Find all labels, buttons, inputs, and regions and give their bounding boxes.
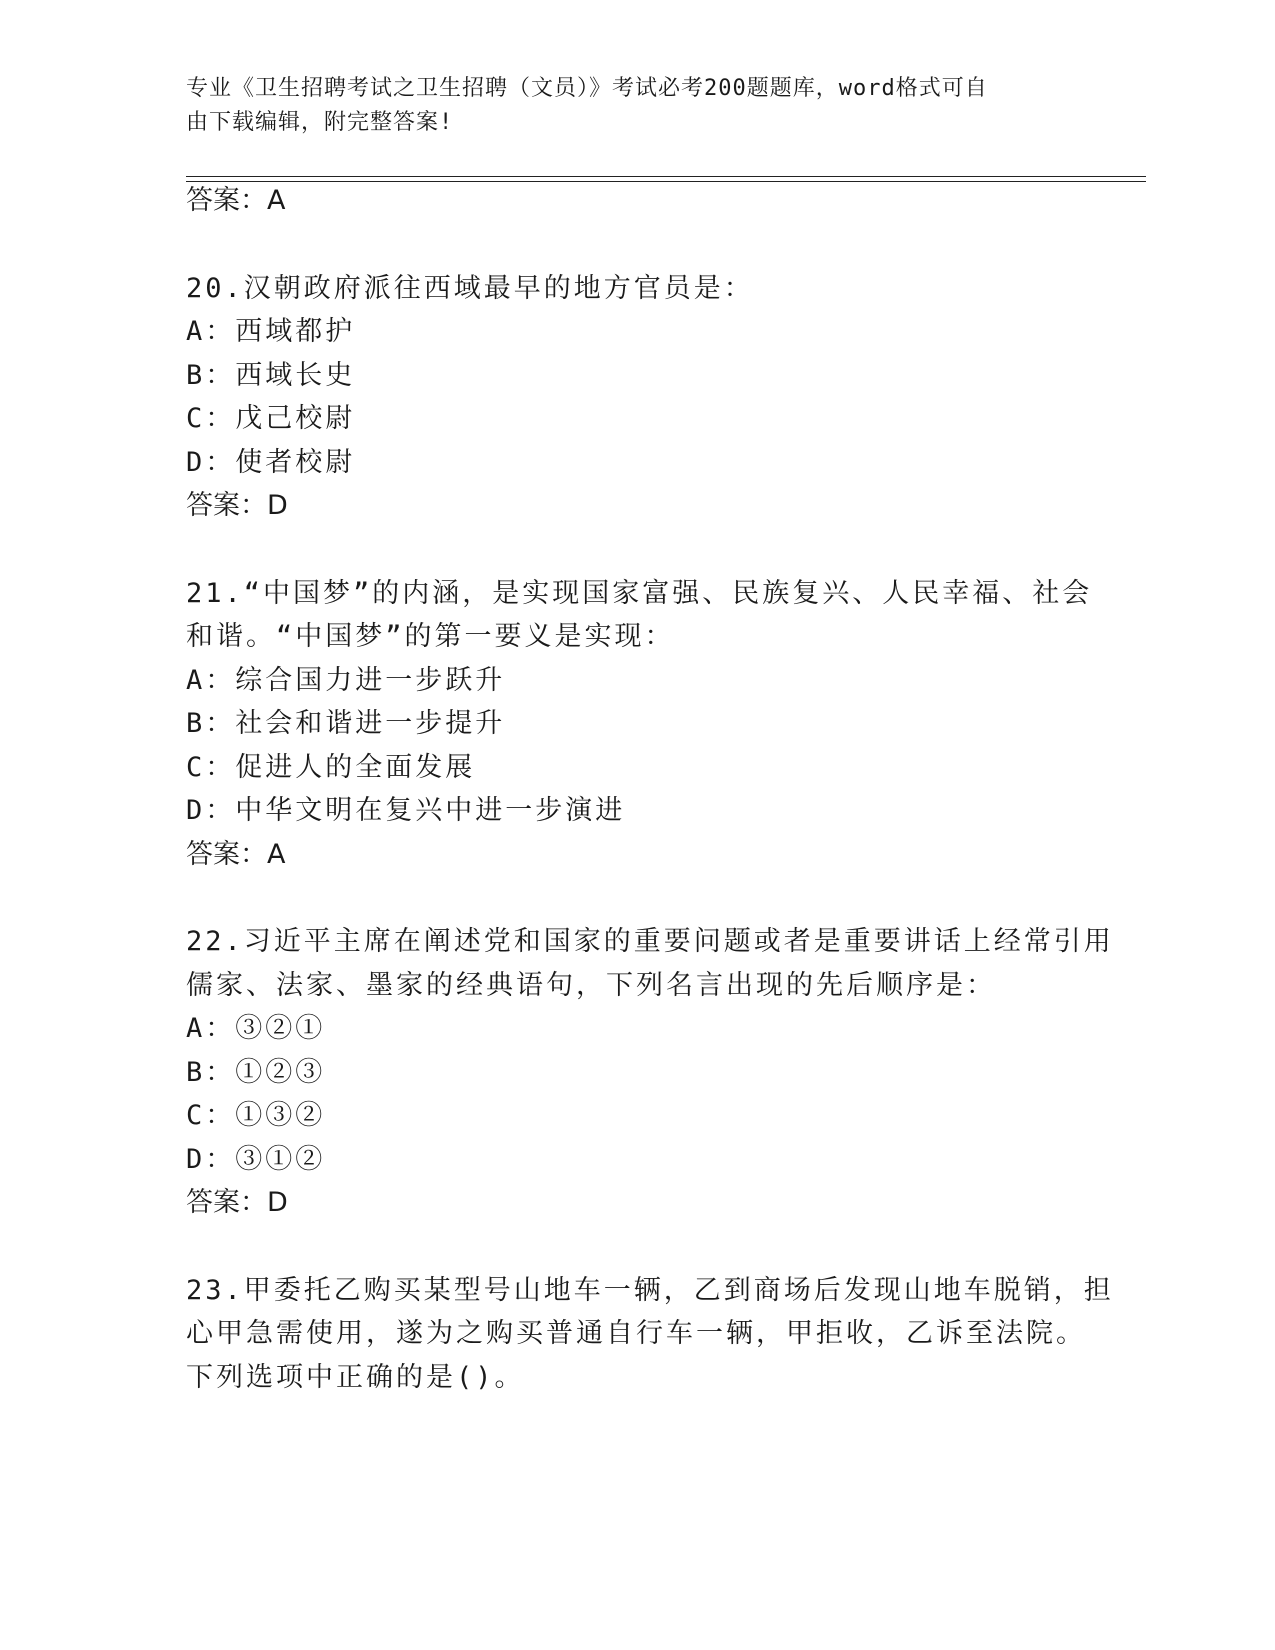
- q22-stem-line-2: 儒家、法家、墨家的经典语句，下列名言出现的先后顺序是：: [186, 970, 996, 1001]
- q22-option-d: D：③①②: [186, 1144, 326, 1175]
- header-line-1: 专业《卫生招聘考试之卫生招聘（文员）》考试必考200题题库，word格式可自: [186, 76, 988, 101]
- q20-option-d: D：使者校尉: [186, 447, 356, 478]
- q21-option-a: A：综合国力进一步跃升: [186, 665, 506, 696]
- q22-option-b: B：①②③: [186, 1057, 326, 1088]
- q21-answer: 答案：A: [186, 839, 286, 870]
- q21-option-d: D：中华文明在复兴中进一步演进: [186, 795, 626, 826]
- answer-previous: 答案：A: [186, 185, 286, 216]
- q22-answer: 答案：D: [186, 1187, 288, 1218]
- q23-stem-line-1: 23.甲委托乙购买某型号山地车一辆，乙到商场后发现山地车脱销，担: [186, 1275, 1114, 1306]
- q20-answer: 答案：D: [186, 490, 288, 521]
- q20-option-a: A：西域都护: [186, 316, 356, 347]
- q20-option-b: B：西域长史: [186, 360, 356, 391]
- header-line-2: 由下载编辑，附完整答案!: [186, 110, 454, 135]
- q23-stem-line-2: 心甲急需使用，遂为之购买普通自行车一辆，甲拒收，乙诉至法院。: [186, 1318, 1086, 1349]
- document-header: [186, 72, 1066, 140]
- q20-option-c: C：戊己校尉: [186, 403, 356, 434]
- q22-option-a: A：③②①: [186, 1013, 326, 1044]
- q20-stem: 20.汉朝政府派往西域最早的地方官员是：: [186, 273, 754, 304]
- header-divider-bottom: [186, 181, 1146, 182]
- q23-stem-line-3: 下列选项中正确的是()。: [186, 1362, 525, 1393]
- q21-option-c: C：促进人的全面发展: [186, 752, 476, 783]
- q21-option-b: B：社会和谐进一步提升: [186, 708, 506, 739]
- header-divider-top: [186, 176, 1146, 177]
- q21-stem-line-1: 21.“中国梦”的内涵，是实现国家富强、民族复兴、人民幸福、社会: [186, 578, 1093, 609]
- q21-stem-line-2: 和谐。“中国梦”的第一要义是实现：: [186, 621, 675, 652]
- q22-stem-line-1: 22.习近平主席在阐述党和国家的重要问题或者是重要讲话上经常引用: [186, 926, 1114, 957]
- q22-option-c: C：①③②: [186, 1100, 326, 1131]
